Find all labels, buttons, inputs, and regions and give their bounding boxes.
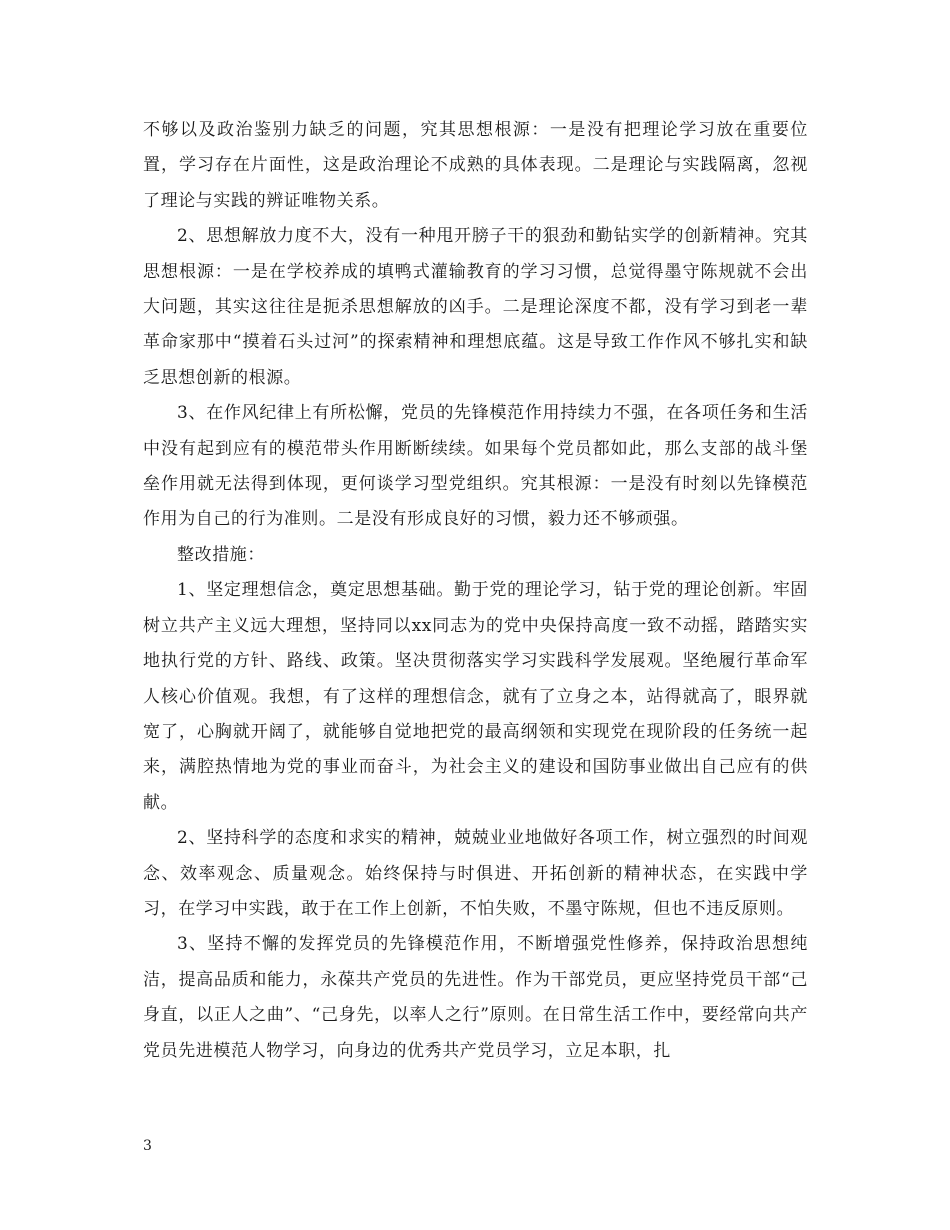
paragraph-5: 1、坚定理想信念，奠定思想基础。勤于党的理论学习，钻于党的理论创新。牢固树立共产主义远大理想，坚持同以xx同志为的党中央保持高度一致不动摇，踏踏实实地执行党的方针、路线、政策。坚决贯彻落实学习实践科学发展观。坚绝履行革命军人核心价值观。我想，有了这样的理想信念，就有了立身之本，站得就高了，眼界就宽了，心胸就开阔了，就能够自觉地把党的最高纲领和实现党在现阶段的任务统一起来，满腔热情地为党的事业而奋斗，为社会主义的建设和国防事业做出自己应有的供献。 bbox=[143, 580, 808, 813]
paragraph-1: 不够以及政治鉴别力缺乏的问题，究其思想根源：一是没有把理论学习放在重要位置，学习存在片面性，这是政治理论不成熟的具体表现。二是理论与实践隔离，忽视了理论与实践的辨证唯物关系。 bbox=[143, 120, 808, 211]
paragraph-7: 3、坚持不懈的发挥党员的先锋模范作用，不断增强党性修养，保持政治思想纯洁，提高品质和能力，永葆共产党员的先进性。作为干部党员，更应坚持党员干部“己身直，以正人之曲”、“己身先，以率人之行”原则。在日常生活工作中，要经常向共产党员先进模范人物学习，向身边的优秀共产党员学习，立足本职，扎 bbox=[143, 934, 808, 1061]
document-body bbox=[143, 113, 808, 1069]
paragraph-2: 2、思想解放力度不大，没有一种甩开膀子干的狠劲和勤钻实学的创新精神。究其思想根源：一是在学校养成的填鸭式灌输教育的学习习惯，总觉得墨守陈规就不会出大问题，其实这往往是扼杀思想解放的凶手。二是理论深度不都，没有学习到老一辈革命家那中“摸着石头过河”的探索精神和理想底蕴。这是导致工作作风不够扎实和缺乏思想创新的根源。 bbox=[143, 226, 808, 388]
paragraph-4: 整改措施： bbox=[177, 544, 265, 565]
paragraph-3: 3、在作风纪律上有所松懈，党员的先锋模范作用持续力不强，在各项任务和生活中没有起到应有的模范带头作用断断续续。如果每个党员都如此，那么支部的战斗堡垒作用就无法得到体现，更何谈学习型党组织。究其根源：一是没有时刻以先锋模范作用为自己的行为准则。二是没有形成良好的习惯，毅力还不够顽强。 bbox=[143, 403, 808, 530]
page-number: 3 bbox=[143, 1138, 152, 1154]
paragraph-6: 2、坚持科学的态度和求实的精神，兢兢业业地做好各项工作，树立强烈的时间观念、效率观念、质量观念。始终保持与时俱进、开拓创新的精神状态，在实践中学习，在学习中实践，敢于在工作上创新，不怕失败，不墨守陈规，但也不违反原则。 bbox=[143, 828, 808, 919]
